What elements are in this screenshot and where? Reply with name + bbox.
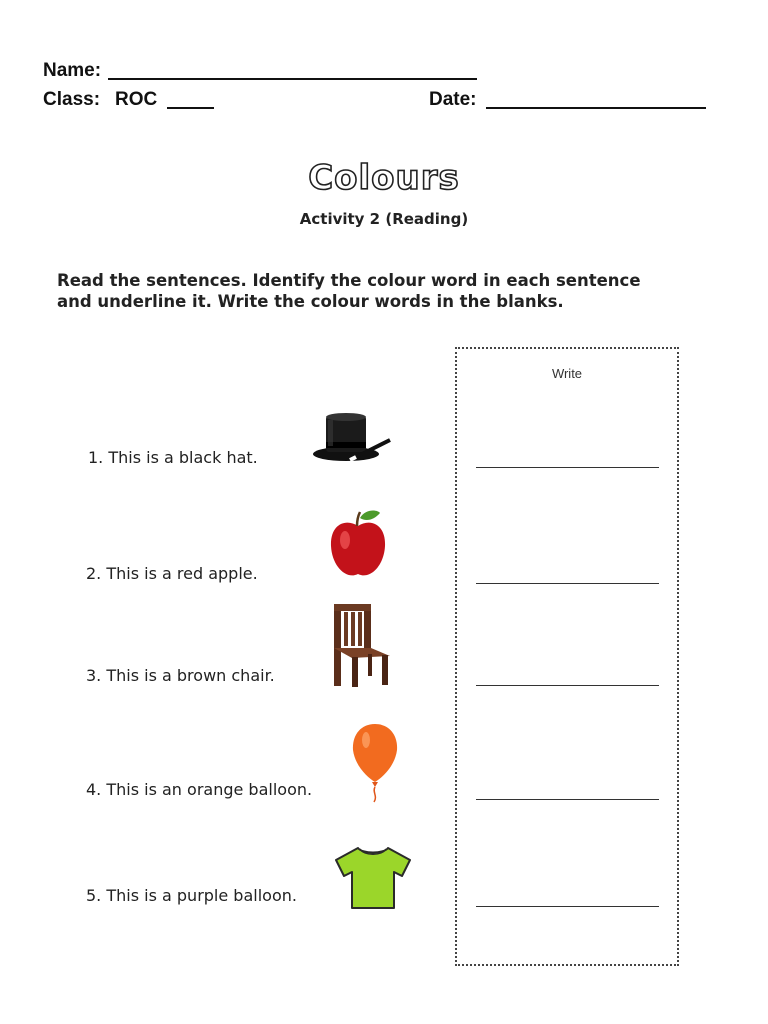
write-label: Write (551, 366, 583, 381)
top-hat-icon (310, 410, 394, 464)
write-box (455, 347, 679, 966)
answer-blank-3[interactable] (476, 685, 659, 686)
date-label: Date: (429, 89, 477, 110)
answer-blank-1[interactable] (476, 467, 659, 468)
answer-blank-4[interactable] (476, 799, 659, 800)
sentence-3: 3. This is a brown chair. (86, 666, 275, 685)
date-line[interactable] (486, 107, 706, 109)
sentence-1: 1. This is a black hat. (88, 448, 258, 467)
answer-blank-5[interactable] (476, 906, 659, 907)
sentence-2: 2. This is a red apple. (86, 564, 258, 583)
class-label: Class: (43, 89, 101, 110)
instructions: Read the sentences. Identify the colour word in each sentence and underline it. Write the colour words in the blanks. (57, 271, 641, 311)
apple-icon (328, 508, 388, 580)
worksheet-title: Colours (308, 158, 460, 198)
name-line[interactable] (108, 78, 477, 80)
name-label: Name: (43, 60, 102, 81)
balloon-icon (350, 722, 400, 804)
sentence-5: 5. This is a purple balloon. (86, 886, 297, 905)
class-line[interactable] (167, 107, 214, 109)
sentence-4: 4. This is an orange balloon. (86, 780, 313, 799)
chair-icon (330, 602, 392, 688)
worksheet-subtitle: Activity 2 (Reading) (299, 210, 469, 228)
class-value: ROC (115, 89, 158, 110)
t-shirt-icon (334, 846, 412, 910)
answer-blank-2[interactable] (476, 583, 659, 584)
